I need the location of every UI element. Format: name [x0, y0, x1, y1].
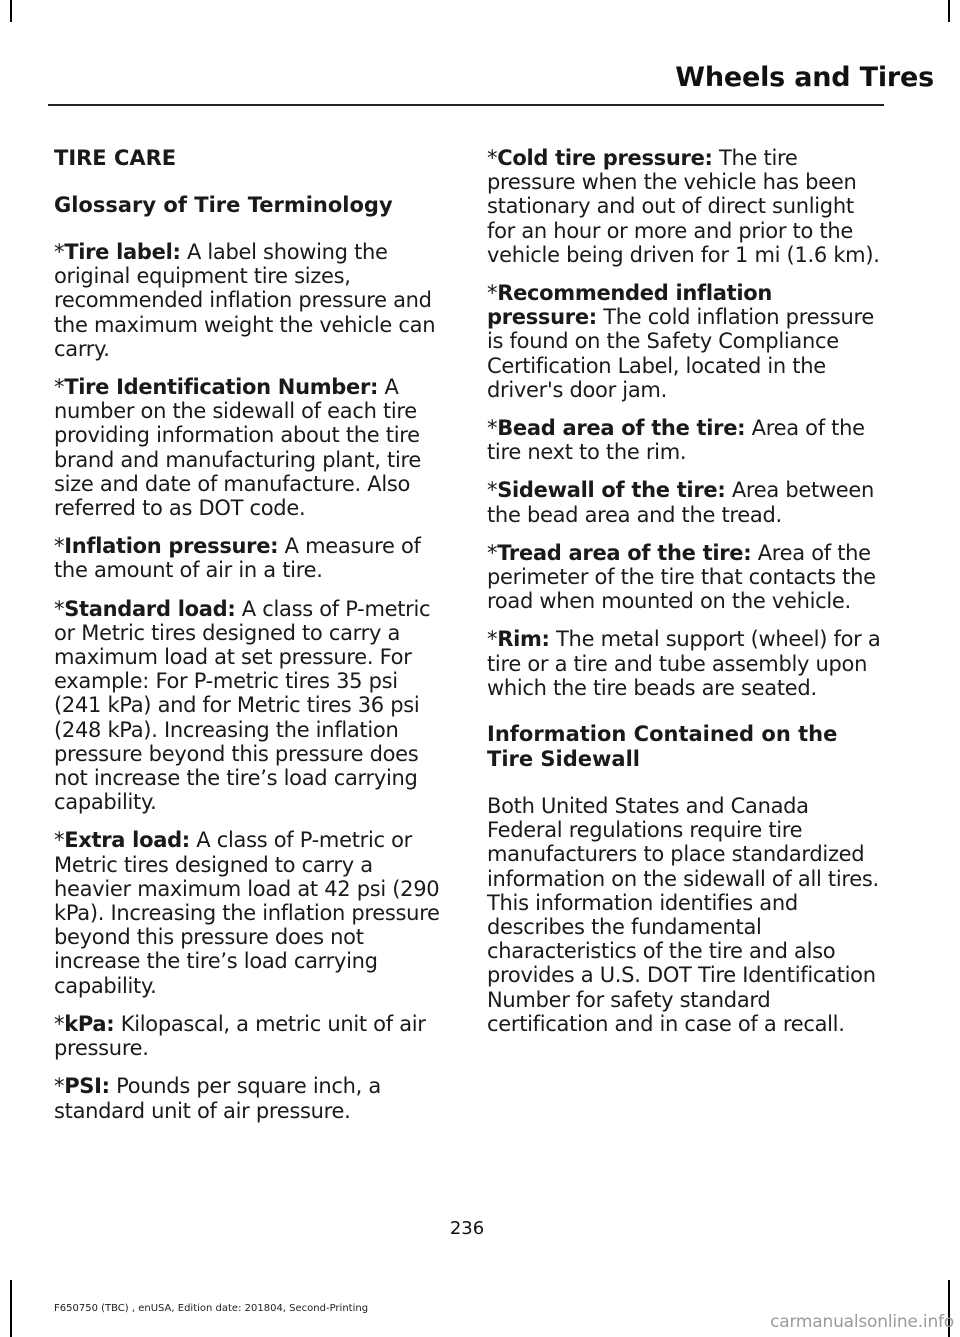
glossary-entry: *Inflation pressure: A measure of the amount of air in a tire.: [54, 534, 421, 583]
crop-mark-top-right: [948, 0, 950, 22]
glossary-term: Rim:: [497, 627, 550, 652]
glossary-definition: A number on the sidewall of each tire providing information about the tire brand and manufacturing plant, tire size and date of manufacture. Also referred to as DOT code.: [54, 375, 421, 521]
sidewall-info-paragraph: Both United States and Canada Federal regulations require tire manufacturers to place standardized information on the sidewall of all tires. This information identifies and describes the fundamental characteristics of the tire and also provides a U.S. DOT Tire Identification Number for safety standard certification and in case of a recall.: [487, 794, 879, 1036]
page-number: 236: [449, 1218, 485, 1239]
glossary-definition: A class of P-metric or Metric tires designed to carry a heavier maximum load at 42 psi (290 kPa). Increasing the inflation pressure beyond this pressure does not increase the tire’s load carrying capability.: [54, 828, 440, 998]
site-watermark: carmanualsonline.info: [770, 1312, 954, 1332]
glossary-entry: *Sidewall of the tire: Area between the bead area and the tread.: [487, 478, 875, 527]
glossary-entry: *Bead area of the tire: Area of the tire next to the rim.: [487, 416, 865, 465]
glossary-entry: *Tread area of the tire: Area of the perimeter of the tire that contacts the road when mounted on the vehicle.: [487, 540, 876, 614]
glossary-definition: The tire pressure when the vehicle has been stationary and out of direct sunlight for an hour or more and prior to the vehicle being driven for 1 mi (1.6 km).: [487, 146, 880, 267]
subsection-title-glossary: Glossary of Tire Terminology: [54, 193, 393, 217]
left-column: [54, 146, 450, 1137]
glossary-term: Tread area of the tire:: [497, 540, 752, 565]
glossary-definition: A measure of the amount of air in a tire.: [54, 534, 421, 583]
glossary-definition: The cold inflation pressure is found on the Safety Compliance Certification Label, located in the driver's door jam.: [487, 305, 874, 402]
glossary-entry: *Standard load: A class of P-metric or Metric tires designed to carry a maximum load at set pressure. For example: For P-metric tires 35 psi (241 kPa) and for Metric tires 36 psi (248 kPa). Increasing the inflation pressure beyond this pressure does not increase the tire’s load carrying capability.: [54, 596, 431, 815]
glossary-entry: *Rim: The metal support (wheel) for a tire or a tire and tube assembly upon which the tire beads are seated.: [487, 627, 881, 700]
right-column: [487, 146, 883, 1050]
section-title-sidewall-info: Information Contained on the Tire Sidewall: [487, 722, 838, 772]
glossary-entry: *Recommended inflation pressure: The cold inflation pressure is found on the Safety Compliance Certification Label, located in the driver's door jam.: [487, 281, 874, 402]
glossary-term: Extra load:: [64, 828, 190, 853]
glossary-term: Inflation pressure:: [64, 534, 279, 559]
section-title-tire-care: TIRE CARE: [54, 146, 177, 170]
glossary-term: Recommended inflation pressure:: [487, 281, 773, 330]
glossary-term: Tire label:: [64, 240, 181, 264]
glossary-definition: A label showing the original equipment tire sizes, recommended inflation pressure and the maximum weight the vehicle can carry.: [54, 240, 436, 361]
glossary-term: Cold tire pressure:: [497, 146, 713, 170]
glossary-term: kPa:: [64, 1011, 115, 1036]
glossary-definition: Area between the bead area and the tread.: [487, 478, 875, 527]
page-header-title: Wheels and Tires: [675, 62, 934, 93]
header-divider: [48, 104, 884, 106]
glossary-entry: *Tire label: A label showing the original equipment tire sizes, recommended inflation pressure and the maximum weight the vehicle can carry.: [54, 240, 436, 361]
glossary-term: Standard load:: [64, 596, 236, 621]
glossary-entry: *kPa: Kilopascal, a metric unit of air pressure.: [54, 1011, 426, 1061]
glossary-term: Bead area of the tire:: [497, 416, 746, 441]
edition-footer: F650750 (TBC) , enUSA, Edition date: 201804, Second-Printing: [54, 1303, 369, 1314]
glossary-term: Sidewall of the tire:: [497, 478, 726, 503]
glossary-definition: Area of the perimeter of the tire that contacts the road when mounted on the vehicle.: [487, 540, 876, 614]
glossary-definition: A class of P-metric or Metric tires designed to carry a maximum load at set pressure. For example: For P-metric tires 35 psi (241 kPa) and for Metric tires 36 psi (248 kPa). Increasing the inflation pressure beyond this pressure does not increase the tire’s load carrying capability.: [54, 596, 431, 815]
glossary-term: Tire Identification Number:: [64, 375, 379, 400]
glossary-definition: Kilopascal, a metric unit of air pressure.: [54, 1011, 426, 1061]
glossary-entry: *PSI: Pounds per square inch, a standard unit of air pressure.: [54, 1074, 381, 1123]
glossary-definition: The metal support (wheel) for a tire or a tire and tube assembly upon which the tire beads are seated.: [487, 627, 881, 700]
crop-mark-bottom-left: [10, 1280, 12, 1337]
glossary-entry: *Extra load: A class of P-metric or Metric tires designed to carry a heavier maximum load at 42 psi (290 kPa). Increasing the inflation pressure beyond this pressure does not increase the tire’s load carrying capability.: [54, 828, 440, 998]
glossary-entry: *Tire Identification Number: A number on the sidewall of each tire providing information about the tire brand and manufacturing plant, tire size and date of manufacture. Also referred to as DOT code.: [54, 375, 421, 521]
glossary-term: PSI:: [64, 1074, 110, 1099]
glossary-definition: Area of the tire next to the rim.: [487, 416, 865, 465]
glossary-definition: Pounds per square inch, a standard unit of air pressure.: [54, 1074, 381, 1123]
glossary-entry: *Cold tire pressure: The tire pressure when the vehicle has been stationary and out of direct sunlight for an hour or more and prior to the vehicle being driven for 1 mi (1.6 km).: [487, 146, 880, 267]
crop-mark-top-left: [10, 0, 12, 22]
